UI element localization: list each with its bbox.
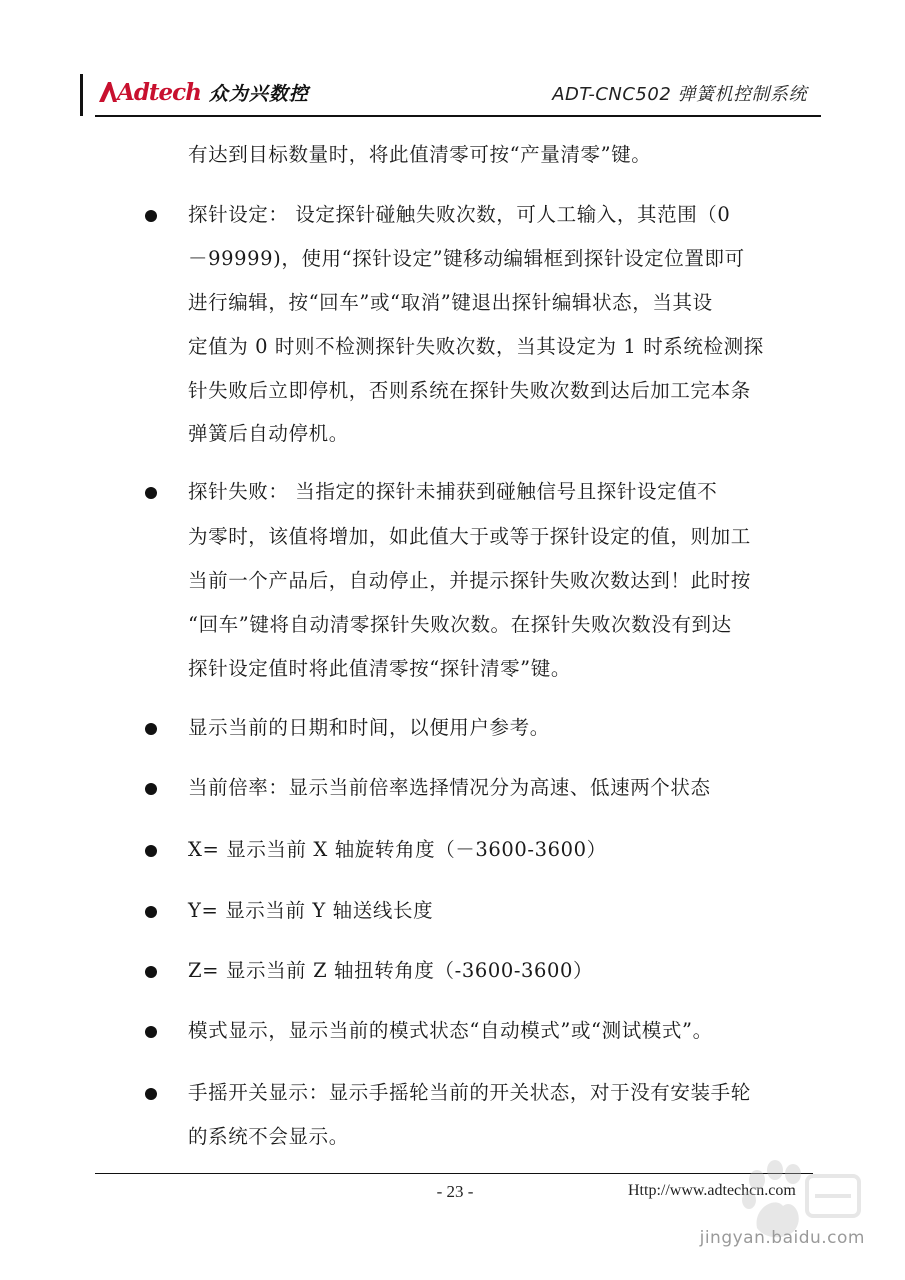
bullet-dot <box>145 1026 157 1038</box>
text-line: 进行编辑，按“回车”或“取消”键退出探针编辑状态，当其设 <box>188 291 713 314</box>
document-title: ADT-CNC502 弹簧机控制系统 <box>552 84 807 105</box>
text-line: 针失败后立即停机，否则系统在探针失败次数到达后加工完本条 <box>188 379 751 402</box>
header-left-bar <box>80 74 83 116</box>
bullet-dot <box>145 210 157 222</box>
bullet-dot <box>145 966 157 978</box>
text-line: 为零时，该值将增加，如此值大于或等于探针设定的值，则加工 <box>188 525 751 548</box>
text-line: 当前倍率：显示当前倍率选择情况分为高速、低速两个状态 <box>188 776 711 799</box>
text-line: X= 显示当前 X 轴旋转角度（－3600-3600） <box>188 838 607 861</box>
bullet-dot <box>145 845 157 857</box>
footer-divider <box>95 1173 813 1174</box>
text-line: 当前一个产品后，自动停止，并提示探针失败次数达到！此时按 <box>188 569 751 592</box>
text-line: 模式显示，显示当前的模式状态“自动模式”或“测试模式”。 <box>188 1019 713 1042</box>
bullet-dot <box>145 723 157 735</box>
text-line: 手摇开关显示：显示手摇轮当前的开关状态，对于没有安装手轮 <box>188 1081 751 1104</box>
bullet-dot <box>145 487 157 499</box>
text-line: 有达到目标数量时，将此值清零可按“产量清零”键。 <box>188 143 652 166</box>
text-line: 探针设定： 设定探针碰触失败次数，可人工输入，其范围（0 <box>188 203 731 226</box>
header-divider <box>95 115 821 117</box>
logo-icon <box>97 80 119 104</box>
text-line: －99999)，使用“探针设定”键移动编辑框到探针设定位置即可 <box>188 247 745 270</box>
bullet-dot <box>145 1088 157 1100</box>
company-logo <box>97 77 309 107</box>
logo-text: Adtech <box>117 78 201 106</box>
text-line: 弹簧后自动停机。 <box>188 422 349 445</box>
footer-url: Http://www.adtechcn.com <box>628 1182 796 1199</box>
text-line: 的系统不会显示。 <box>188 1125 349 1148</box>
text-line: 显示当前的日期和时间，以便用户参考。 <box>188 716 550 739</box>
text-line: 探针失败： 当指定的探针未捕获到碰触信号且探针设定值不 <box>188 480 718 503</box>
text-line: Z= 显示当前 Z 轴扭转角度（-3600-3600） <box>188 959 594 982</box>
page-number: - 23 - <box>436 1182 474 1201</box>
text-line: Y= 显示当前 Y 轴送线长度 <box>188 899 434 922</box>
text-line: 定值为 0 时则不检测探针失败次数，当其设定为 1 时系统检测探 <box>188 335 764 358</box>
bullet-dot <box>145 906 157 918</box>
bullet-dot <box>145 783 157 795</box>
watermark-text: jingyan.baidu.com <box>699 1228 865 1248</box>
text-line: 探针设定值时将此值清零按“探针清零”键。 <box>188 657 571 680</box>
text-line: “回车”键将自动清零探针失败次数。在探针失败次数没有到达 <box>188 613 732 636</box>
company-name: 众为兴数控 <box>208 82 309 105</box>
